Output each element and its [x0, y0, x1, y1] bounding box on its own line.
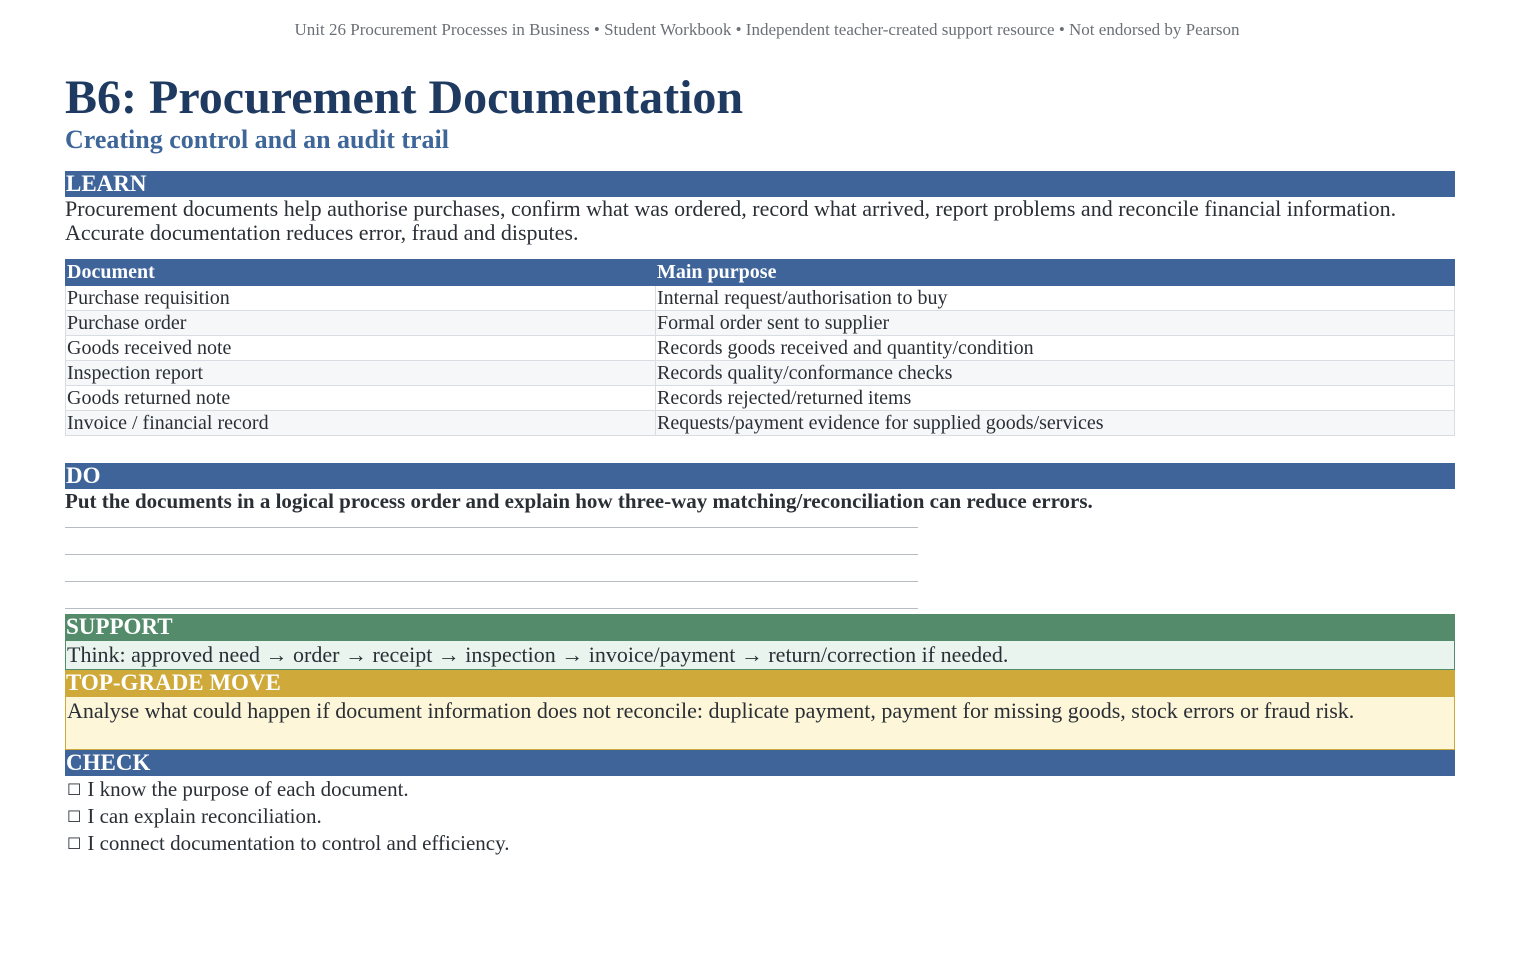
check-item[interactable] — [65, 803, 1455, 830]
document-cell: Invoice / financial record — [66, 411, 656, 436]
table-row — [66, 286, 1455, 311]
column-header-purpose: Main purpose — [656, 260, 1455, 286]
support-text: Think: approved need → order → receipt → inspection → invoice/payment → return/correction if needed. — [65, 640, 1455, 670]
check-item[interactable] — [65, 830, 1455, 857]
page-subtitle: Creating control and an audit trail — [65, 125, 450, 154]
page-header: Unit 26 Procurement Processes in Business • Student Workbook • Independent teacher-created support resource • Not endorsed by Pearson — [294, 20, 1240, 39]
answer-line[interactable] — [65, 527, 918, 528]
answer-line[interactable] — [65, 554, 918, 555]
learn-heading: LEARN — [65, 171, 1455, 197]
table-row — [66, 411, 1455, 436]
purpose-cell: Formal order sent to supplier — [656, 311, 1455, 336]
document-cell: Inspection report — [66, 361, 656, 386]
purpose-cell: Records quality/conformance checks — [656, 361, 1455, 386]
table-row — [66, 336, 1455, 361]
checkbox-icon[interactable]: ☐ — [67, 834, 82, 853]
do-heading: DO — [65, 463, 1455, 489]
check-item-label: I know the purpose of each document. — [87, 777, 409, 801]
document-cell: Purchase requisition — [66, 286, 656, 311]
documents-table — [65, 259, 1455, 436]
document-cell: Purchase order — [66, 311, 656, 336]
document-cell: Goods received note — [66, 336, 656, 361]
purpose-cell: Records rejected/returned items — [656, 386, 1455, 411]
check-heading: CHECK — [65, 750, 1455, 776]
table-row — [66, 386, 1455, 411]
answer-line[interactable] — [65, 608, 918, 609]
document-cell: Goods returned note — [66, 386, 656, 411]
purpose-cell: Internal request/authorisation to buy — [656, 286, 1455, 311]
table-header-row — [66, 260, 1455, 286]
answer-line[interactable] — [65, 581, 918, 582]
learn-text: Procurement documents help authorise purchases, confirm what was ordered, record what arrived, report problems and reconcile financial information. Accurate documentation reduces error, fraud and disputes. — [65, 196, 1397, 245]
do-task: Put the documents in a logical process order and explain how three-way matching/reconciliation can reduce errors. — [65, 489, 1093, 513]
top-grade-heading: TOP-GRADE MOVE — [65, 670, 1455, 696]
purpose-cell: Records goods received and quantity/condition — [656, 336, 1455, 361]
page-title: B6: Procurement Documentation — [65, 71, 744, 124]
check-item-label: I connect documentation to control and efficiency. — [87, 831, 510, 855]
check-item[interactable] — [65, 776, 1455, 803]
worksheet — [65, 70, 1455, 857]
table-row — [66, 361, 1455, 386]
checkbox-icon[interactable]: ☐ — [67, 780, 82, 799]
top-grade-text: Analyse what could happen if document information does not reconcile: duplicate payment, payment for missing goods, stock errors or fraud risk. — [65, 696, 1455, 750]
column-header-document: Document — [66, 260, 656, 286]
check-item-label: I can explain reconciliation. — [87, 804, 322, 828]
purpose-cell: Requests/payment evidence for supplied goods/services — [656, 411, 1455, 436]
table-row — [66, 311, 1455, 336]
checkbox-icon[interactable]: ☐ — [67, 807, 82, 826]
support-heading: SUPPORT — [65, 614, 1455, 640]
